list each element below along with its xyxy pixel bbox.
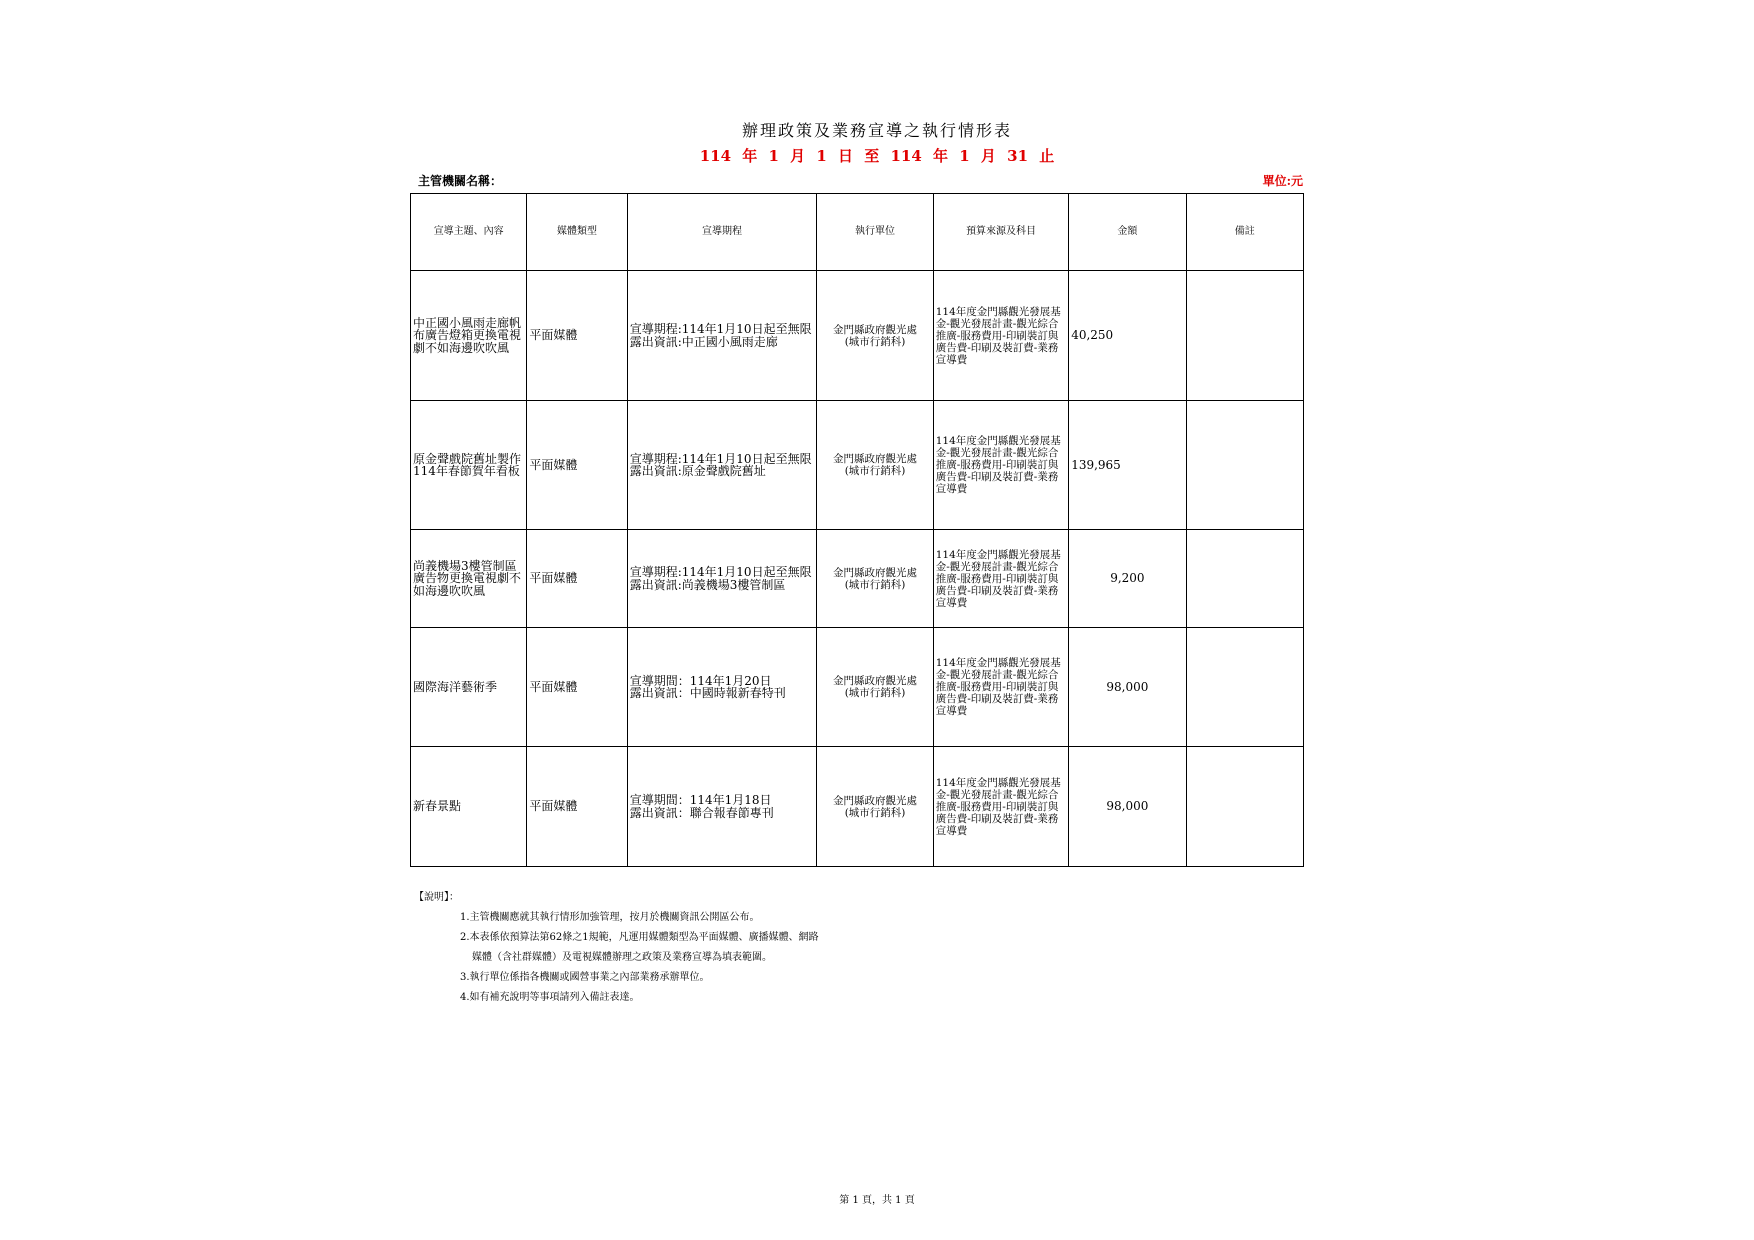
page-footer: 第 1 頁，共 1 頁 bbox=[839, 1195, 915, 1206]
notes-heading: 【說明】： bbox=[414, 892, 459, 903]
note-cell bbox=[1186, 271, 1303, 401]
budget-cell: 114年度金門縣觀光發展基金-觀光發展計畫-觀光綜合推廣-服務費用-印刷裝訂與廣告費-印刷及裝訂費-業務宣導費 bbox=[933, 401, 1068, 530]
schedule-exposure: 露出資訊:中正國小風雨走廊 bbox=[629, 334, 778, 349]
schedule-exposure: 露出資訊:尚義機場3樓管制區 bbox=[629, 577, 786, 592]
header-amount: 金額 bbox=[1069, 194, 1186, 271]
unit-section: (城市行銷科) bbox=[844, 578, 906, 591]
schedule-exposure: 露出資訊：聯合報春節專刊 bbox=[629, 805, 774, 820]
unit-name: 金門縣政府觀光處 bbox=[833, 675, 918, 687]
unit-section: (城市行銷科) bbox=[844, 806, 906, 819]
amount-cell: 40,250 bbox=[1069, 271, 1186, 401]
schedule-period: 宣導期程:114年1月10日起至無限 bbox=[629, 565, 812, 579]
budget-cell: 114年度金門縣觀光發展基金-觀光發展計畫-觀光綜合推廣-服務費用-印刷裝訂與廣告費-印刷及裝訂費-業務宣導費 bbox=[933, 747, 1068, 867]
schedule-cell bbox=[627, 401, 817, 530]
report-period: 114 年 1 月 1 日 至 114 年 1 月 31 止 bbox=[699, 147, 1055, 165]
schedule-period: 宣導期程:114年1月10日起至無限 bbox=[629, 322, 812, 336]
table-row bbox=[411, 401, 1304, 530]
amount-cell: 9,200 bbox=[1069, 530, 1186, 628]
table-row bbox=[411, 747, 1304, 867]
amount-cell: 139,965 bbox=[1069, 401, 1186, 530]
header-budget: 預算來源及科目 bbox=[933, 194, 1068, 271]
schedule-period: 宣導期間：114年1月20日 bbox=[629, 673, 772, 688]
schedule-period: 宣導期程:114年1月10日起至無限 bbox=[629, 451, 812, 466]
schedule-cell bbox=[627, 628, 817, 747]
unit-cell bbox=[817, 628, 933, 747]
media-cell: 平面媒體 bbox=[527, 628, 627, 747]
table-row bbox=[411, 628, 1304, 747]
note-item: 1.主管機關應就其執行情形加強管理，按月於機關資訊公開區公布。 bbox=[460, 912, 760, 923]
unit-cell bbox=[817, 401, 933, 530]
media-cell: 平面媒體 bbox=[527, 530, 627, 628]
notes-list bbox=[460, 908, 819, 1008]
note-item: 媒體（含社群媒體）及電視媒體辦理之政策及業務宣導為填表範圍。 bbox=[472, 952, 772, 963]
note-item: 4.如有補充說明等事項請列入備註表達。 bbox=[460, 992, 640, 1003]
note-cell bbox=[1186, 401, 1303, 530]
topic-cell: 中正國小風雨走廊帆布廣告燈箱更換電視劇不如海邊吹吹風 bbox=[411, 271, 527, 401]
agency-label: 主管機關名稱： bbox=[418, 174, 503, 188]
unit-cell bbox=[817, 747, 933, 867]
topic-cell: 尚義機場3樓管制區廣告物更換電視劇不如海邊吹吹風 bbox=[411, 530, 527, 628]
table-header-row bbox=[411, 194, 1304, 271]
unit-label: 單位:元 bbox=[1262, 174, 1303, 188]
topic-cell: 國際海洋藝術季 bbox=[411, 628, 527, 747]
schedule-exposure: 露出資訊:原金聲戲院舊址 bbox=[629, 464, 766, 478]
unit-name: 金門縣政府觀光處 bbox=[833, 323, 918, 336]
unit-cell bbox=[817, 530, 933, 628]
note-cell bbox=[1186, 628, 1303, 747]
schedule-cell bbox=[627, 747, 817, 867]
unit-name: 金門縣政府觀光處 bbox=[833, 566, 918, 579]
table-row bbox=[411, 530, 1304, 628]
topic-cell: 原金聲戲院舊址製作114年春節賀年看板 bbox=[411, 401, 527, 530]
header-topic: 宣導主題、內容 bbox=[411, 194, 527, 271]
note-item: 3.執行單位係指各機關或國營事業之內部業務承辦單位。 bbox=[460, 972, 710, 983]
unit-section: (城市行銷科) bbox=[844, 687, 906, 699]
header-note: 備註 bbox=[1186, 194, 1303, 271]
budget-cell: 114年度金門縣觀光發展基金-觀光發展計畫-觀光綜合推廣-服務費用-印刷裝訂與廣告費-印刷及裝訂費-業務宣導費 bbox=[933, 628, 1068, 747]
header-schedule: 宣導期程 bbox=[627, 194, 817, 271]
topic-cell: 新春景點 bbox=[411, 747, 527, 867]
note-item: 2.本表係依預算法第62條之1規範，凡運用媒體類型為平面媒體、廣播媒體、網路 bbox=[460, 932, 819, 943]
execution-table bbox=[410, 193, 1304, 867]
amount-cell: 98,000 bbox=[1069, 747, 1186, 867]
unit-name: 金門縣政府觀光處 bbox=[833, 453, 918, 465]
schedule-exposure: 露出資訊：中國時報新春特刊 bbox=[629, 686, 786, 700]
schedule-cell bbox=[627, 271, 817, 401]
note-cell bbox=[1186, 747, 1303, 867]
media-cell: 平面媒體 bbox=[527, 271, 627, 401]
unit-section: (城市行銷科) bbox=[844, 335, 906, 348]
schedule-period: 宣導期間：114年1月18日 bbox=[629, 793, 772, 807]
amount-cell: 98,000 bbox=[1069, 628, 1186, 747]
unit-name: 金門縣政府觀光處 bbox=[833, 794, 918, 807]
note-cell bbox=[1186, 530, 1303, 628]
media-cell: 平面媒體 bbox=[527, 401, 627, 530]
header-media: 媒體類型 bbox=[527, 194, 627, 271]
budget-cell: 114年度金門縣觀光發展基金-觀光發展計畫-觀光綜合推廣-服務費用-印刷裝訂與廣告費-印刷及裝訂費-業務宣導費 bbox=[933, 271, 1068, 401]
budget-cell: 114年度金門縣觀光發展基金-觀光發展計畫-觀光綜合推廣-服務費用-印刷裝訂與廣告費-印刷及裝訂費-業務宣導費 bbox=[933, 530, 1068, 628]
media-cell: 平面媒體 bbox=[527, 747, 627, 867]
unit-cell bbox=[817, 271, 933, 401]
page-title: 辦理政策及業務宣導之執行情形表 bbox=[741, 121, 1012, 140]
schedule-cell bbox=[627, 530, 817, 628]
table-row bbox=[411, 271, 1304, 401]
unit-section: (城市行銷科) bbox=[844, 465, 906, 477]
header-unit: 執行單位 bbox=[817, 194, 933, 271]
